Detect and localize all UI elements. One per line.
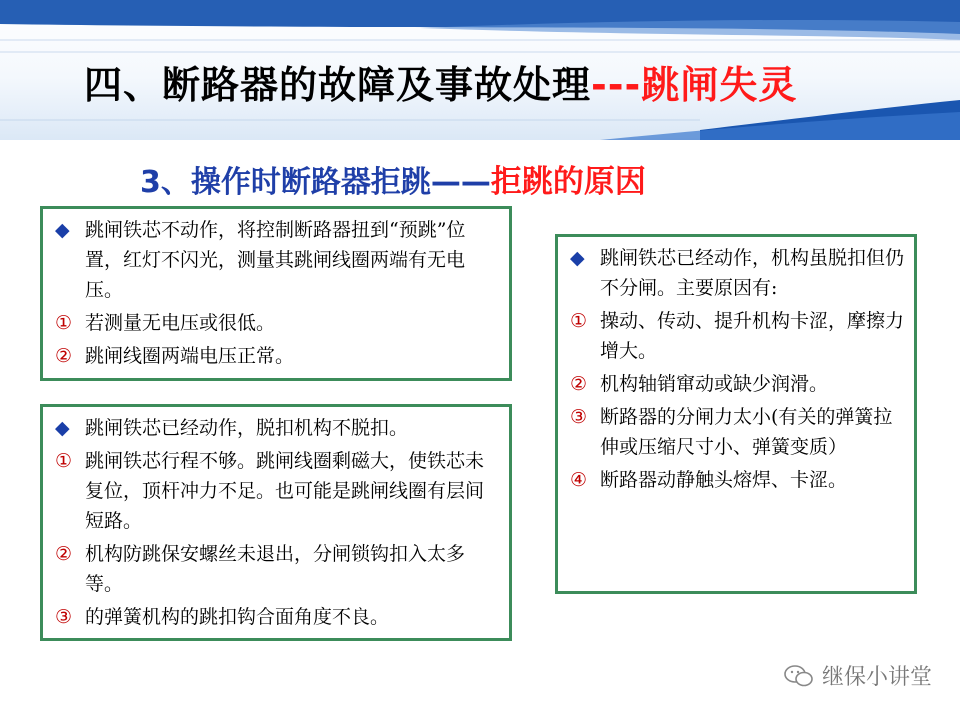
circled-number: ②	[55, 543, 73, 565]
circled-number: ②	[55, 345, 73, 367]
header-band	[0, 0, 960, 140]
list-item-text: 的弹簧机构的跳扣钩合面角度不良。	[85, 606, 390, 628]
list-item-text: 跳闸铁芯不动作，将控制断路器扭到“预跳”位置，红灯不闪光，测量其跳闸线圈两端有无电压。	[85, 219, 466, 301]
page-title	[84, 54, 797, 109]
title-accent: 跳闸失灵	[641, 63, 798, 107]
list-item	[570, 465, 904, 495]
subtitle-accent: 拒跳的原因	[490, 164, 646, 200]
subtitle-main: 3、操作时断路器拒跳——	[140, 165, 491, 200]
circled-number: ④	[570, 469, 588, 491]
list-item	[570, 402, 904, 462]
bullet-diamond-icon: ◆	[55, 219, 70, 241]
circled-number: ①	[570, 310, 588, 332]
list-item-text: 跳闸铁芯已经动作，脱扣机构不脱扣。	[85, 417, 409, 439]
list-item-text: 若测量无电压或很低。	[85, 312, 276, 334]
list-item-text: 机构防跳保安螺丝未退出，分闸锁钩扣入太多等。	[85, 543, 466, 595]
cause-box-2	[40, 404, 512, 641]
list-item	[55, 215, 499, 305]
circled-number: ③	[570, 406, 588, 428]
title-separator: ---	[591, 63, 642, 107]
bullet-diamond-icon: ◆	[55, 417, 70, 439]
watermark	[784, 660, 932, 691]
list-item	[570, 243, 904, 303]
list-item-text: 跳闸线圈两端电压正常。	[85, 345, 295, 367]
list-item	[55, 602, 499, 632]
list-item-text: 操动、传动、提升机构卡涩，摩擦力增大。	[600, 310, 905, 362]
circled-number: ①	[55, 450, 73, 472]
list-item	[570, 306, 904, 366]
cause-box-1	[40, 206, 512, 381]
list-item-text: 跳闸铁芯已经动作，机构虽脱扣但仍不分闸。主要原因有:	[600, 247, 905, 299]
bullet-diamond-icon: ◆	[570, 247, 585, 269]
circled-number: ②	[570, 373, 588, 395]
circled-number: ①	[55, 312, 73, 334]
section-subtitle	[140, 156, 646, 201]
list-item	[55, 539, 499, 599]
list-item	[570, 369, 904, 399]
list-item-text: 断路器的分闸力太小(有关的弹簧拉伸或压缩尺寸小、弹簧变质）	[600, 406, 893, 458]
list-item	[55, 413, 499, 443]
title-main: 四、断路器的故障及事故处理	[84, 63, 592, 107]
circled-number: ③	[55, 606, 73, 628]
list-item-text: 断路器动静触头熔焊、卡涩。	[600, 469, 848, 491]
list-item	[55, 341, 499, 371]
watermark-text: 继保小讲堂	[821, 665, 932, 690]
list-item	[55, 308, 499, 338]
cause-box-3	[555, 234, 917, 594]
list-item	[55, 446, 499, 536]
wechat-icon	[784, 663, 814, 689]
list-item-text: 机构轴销窜动或缺少润滑。	[600, 373, 829, 395]
list-item-text: 跳闸铁芯行程不够。跳闸线圈剩磁大，使铁芯未复位，顶杆冲力不足。也可能是跳闸线圈有层间短路。	[85, 450, 485, 532]
